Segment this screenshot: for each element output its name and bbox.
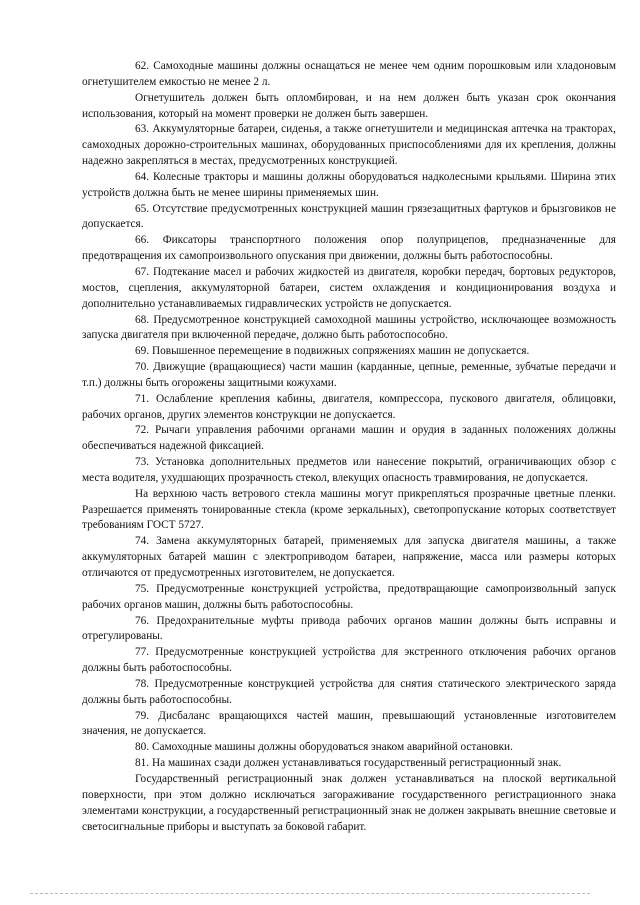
paragraph-62: 62. Самоходные машины должны оснащаться не менее чем одним порошковым или хладоновым огнетушителем емкостью не менее 2 л. <box>82 60 616 88</box>
paragraph-67: 67. Подтекание масел и рабочих жидкостей из двигателя, коробки передач, бортовых редукторов, мостов, сцепления, аккумуляторной батареи, систем охлаждения и кондиционирования воздуха и дополнительно устанавливаемых гидравлических устройств не допускается. <box>82 265 616 310</box>
document-body <box>82 59 616 835</box>
paragraph-65: 65. Отсутствие предусмотренных конструкцией машин грязезащитных фартуков и брызговиков не допускается. <box>82 202 616 231</box>
paragraph-73-windshield-film: На верхнюю часть ветрового стекла машины могут прикрепляться прозрачные цветные пленки. Разрешается применять тонированные стекла (кроме зеркальных), светопропускание которых соответствует требованиям ГОСТ 5727. <box>82 487 616 532</box>
paragraph-80: 80. Самоходные машины должны оборудоваться знаком аварийной остановки. <box>135 741 513 754</box>
paragraph-63: 63. Аккумуляторные батареи, сиденья, а также огнетушители и медицинская аптечка на тракторах, самоходных дорожно-строительных машинах, оборудованных приспособлениями для их крепления, должны надежно закрепляться в местах, предусмотренных конструкцией. <box>82 123 616 168</box>
paragraph-75: 75. Предусмотренные конструкцией устройства, предотвращающие самопроизвольный запуск рабочих органов машин, должны быть работоспособны. <box>82 582 616 611</box>
paragraph-62-extinguisher-seal: Огнетушитель должен быть опломбирован, и на нем должен быть указан срок окончания использования, который на момент проверки не должен быть завершен. <box>82 91 616 120</box>
paragraph-78: 78. Предусмотренные конструкцией устройства для снятия статического электрического заряда должны быть работоспособны. <box>82 677 616 706</box>
paragraph-81-plate-placement: Государственный регистрационный знак должен устанавливаться на плоской вертикальной поверхности, при этом должно исключаться загораживание государственного регистрационного знака элементами конструкции, а государственный регистрационный знак не должен закрывать внешние световые и светосигнальные приборы и выступать за боковой габарит. <box>82 772 616 833</box>
paragraph-74: 74. Замена аккумуляторных батарей, применяемых для запуска двигателя машины, а также аккумуляторных батарей машин с электроприводом батареи, напряжение, масса или размеры которых отличаются от предусмотренных изготовителем, не допускается. <box>82 535 616 579</box>
paragraph-77: 77. Предусмотренные конструкцией устройства для экстренного отключения рабочих органов должны быть работоспособны. <box>82 646 616 675</box>
paragraph-70: 70. Движущие (вращающиеся) части машин (карданные, цепные, ременные, зубчатые передачи и т.п.) должны быть огорожены защитными кожухами. <box>82 361 616 389</box>
paragraph-76: 76. Предохранительные муфты привода рабочих органов машин должны быть исправны и отрегулированы. <box>82 614 616 643</box>
scan-artifact-line <box>30 893 590 894</box>
paragraph-72: 72. Рычаги управления рабочими органами машин и орудия в заданных положениях должны обеспечиваться надежной фиксацией. <box>82 424 616 453</box>
paragraph-79: 79. Дисбаланс вращающихся частей машин, превышающий установленные изготовителем значения, не допускается. <box>82 709 616 738</box>
paragraph-64: 64. Колесные тракторы и машины должны оборудоваться надколесными крыльями. Ширина этих устройств должна быть не менее ширины применяемых шин. <box>82 170 616 199</box>
paragraph-69: 69. Повышенное перемещение в подвижных сопряжениях машин не допускается. <box>135 345 530 358</box>
paragraph-71: 71. Ослабление крепления кабины, двигателя, компрессора, пускового двигателя, облицовки, рабочих органов, других элементов конструкции не допускается. <box>82 392 616 421</box>
paragraph-66: 66. Фиксаторы транспортного положения опор полуприцепов, предназначенные для предотвращения их самопроизвольного опускания при движении, должны быть работоспособны. <box>82 234 616 263</box>
paragraph-73: 73. Установка дополнительных предметов или нанесение покрытий, ограничивающих обзор с места водителя, ухудшающих прозрачность стекол, влекущих опасность травмирования, не допускается. <box>82 456 616 484</box>
paragraph-81: 81. На машинах сзади должен устанавливаться государственный регистрационный знак. <box>135 757 562 770</box>
paragraph-68: 68. Предусмотренное конструкцией самоходной машины устройство, исключающее возможность запуска двигателя при включенной передаче, должно быть работоспособно. <box>82 313 616 342</box>
